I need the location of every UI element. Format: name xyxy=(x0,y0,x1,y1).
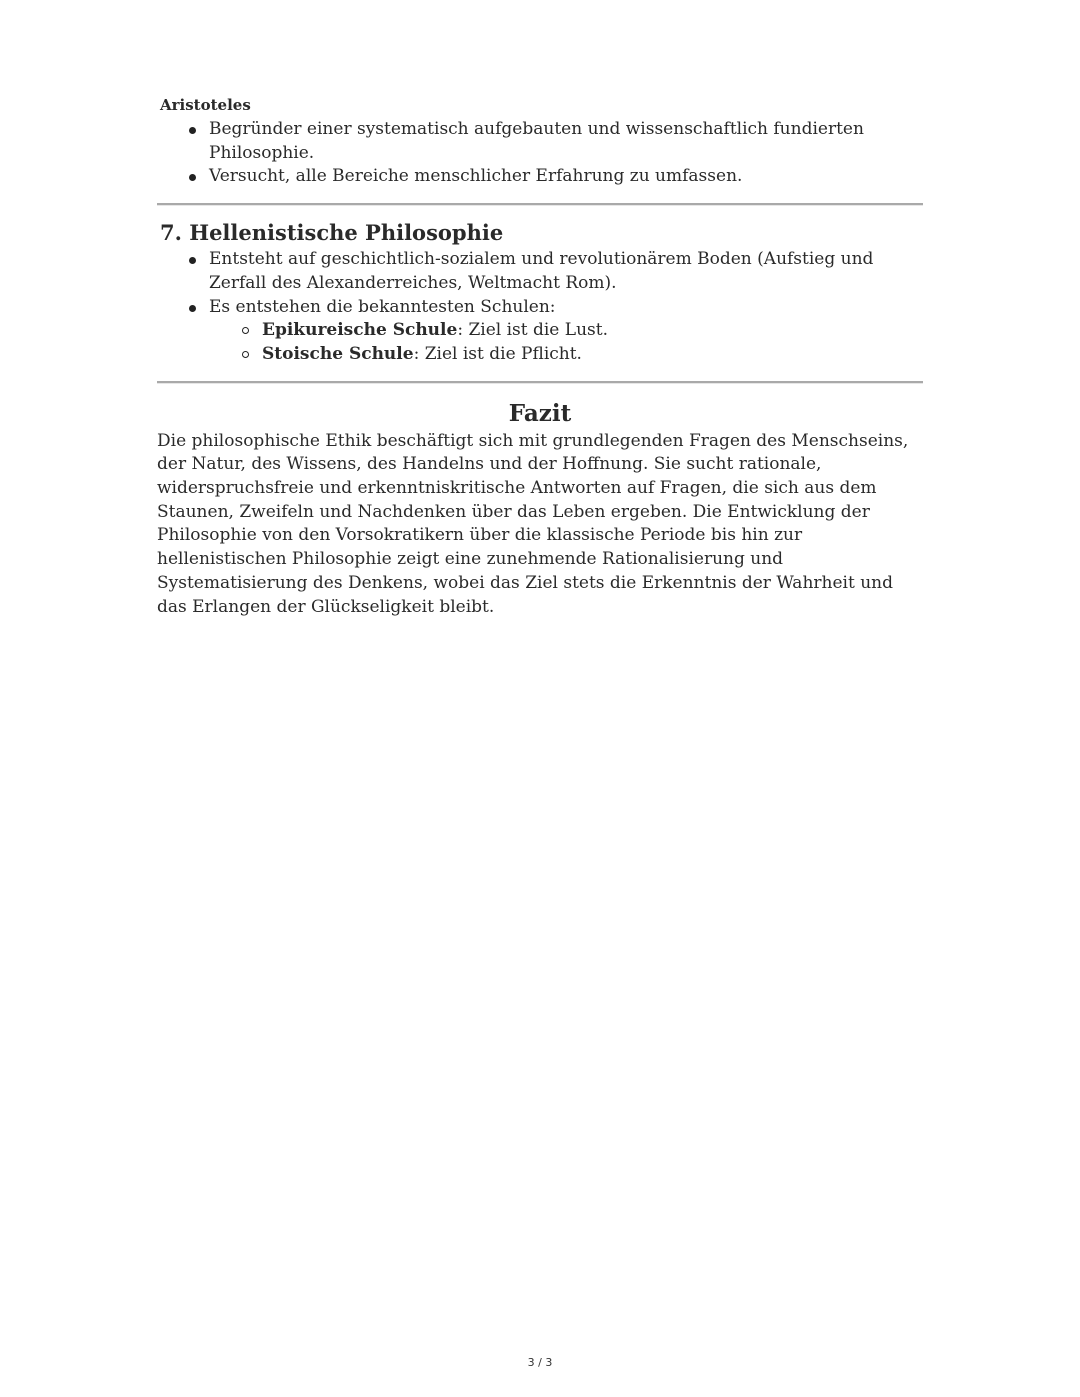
school-name: Stoische Schule xyxy=(262,343,414,364)
school-name: Epikureische Schule xyxy=(262,320,458,341)
list-item-text: Es entstehen die bekanntesten Schulen: xyxy=(209,296,556,317)
aristoteles-list xyxy=(157,118,923,189)
school-desc: : Ziel ist die Pflicht. xyxy=(413,343,582,364)
school-item-epicurean xyxy=(262,319,923,343)
aristoteles-heading: Aristoteles xyxy=(160,96,251,114)
fazit-paragraph: Die philosophische Ethik beschäftigt sich mit grundlegenden Fragen des Menschseins, der Natur, des Wissens, des Handelns und der Hoffnung. Sie sucht rationale, widerspruchsfreie und erkenntniskritische Antworten auf Fragen, die sich aus dem Staunen, Zweifeln und Nachdenken über das Leben ergeben. Die Entwicklung der Philosophie von den Vorsokratikern über die klassische Periode bis hin zur hellenistischen Philosophie zeigt eine zunehmende Rationalisierung und Systematisierung des Denkens, wobei das Ziel stets die Erkenntnis der Wahrheit und das Erlangen der Glückseligkeit bleibt. xyxy=(157,430,909,617)
section-divider xyxy=(157,381,923,384)
list-item: Begründer einer systematisch aufgebauten und wissenschaftlich fundierten Philosophie. xyxy=(209,118,923,165)
section-heading-hellenistic: 7. Hellenistische Philosophie xyxy=(160,220,504,246)
school-item-stoic xyxy=(262,343,923,367)
school-desc: : Ziel ist die Lust. xyxy=(457,320,608,341)
schools-list xyxy=(209,319,923,366)
document-page xyxy=(157,92,923,619)
hellenistic-list xyxy=(157,248,923,367)
list-item xyxy=(209,296,923,367)
list-item: Entsteht auf geschichtlich-sozialem und revolutionärem Boden (Aufstieg und Zerfall des Alexanderreiches, Weltmacht Rom). xyxy=(209,248,923,295)
page-number: 3 / 3 xyxy=(527,1356,553,1369)
list-item: Versucht, alle Bereiche menschlicher Erfahrung zu umfassen. xyxy=(209,165,923,189)
fazit-heading: Fazit xyxy=(508,399,572,427)
section-divider xyxy=(157,203,923,206)
